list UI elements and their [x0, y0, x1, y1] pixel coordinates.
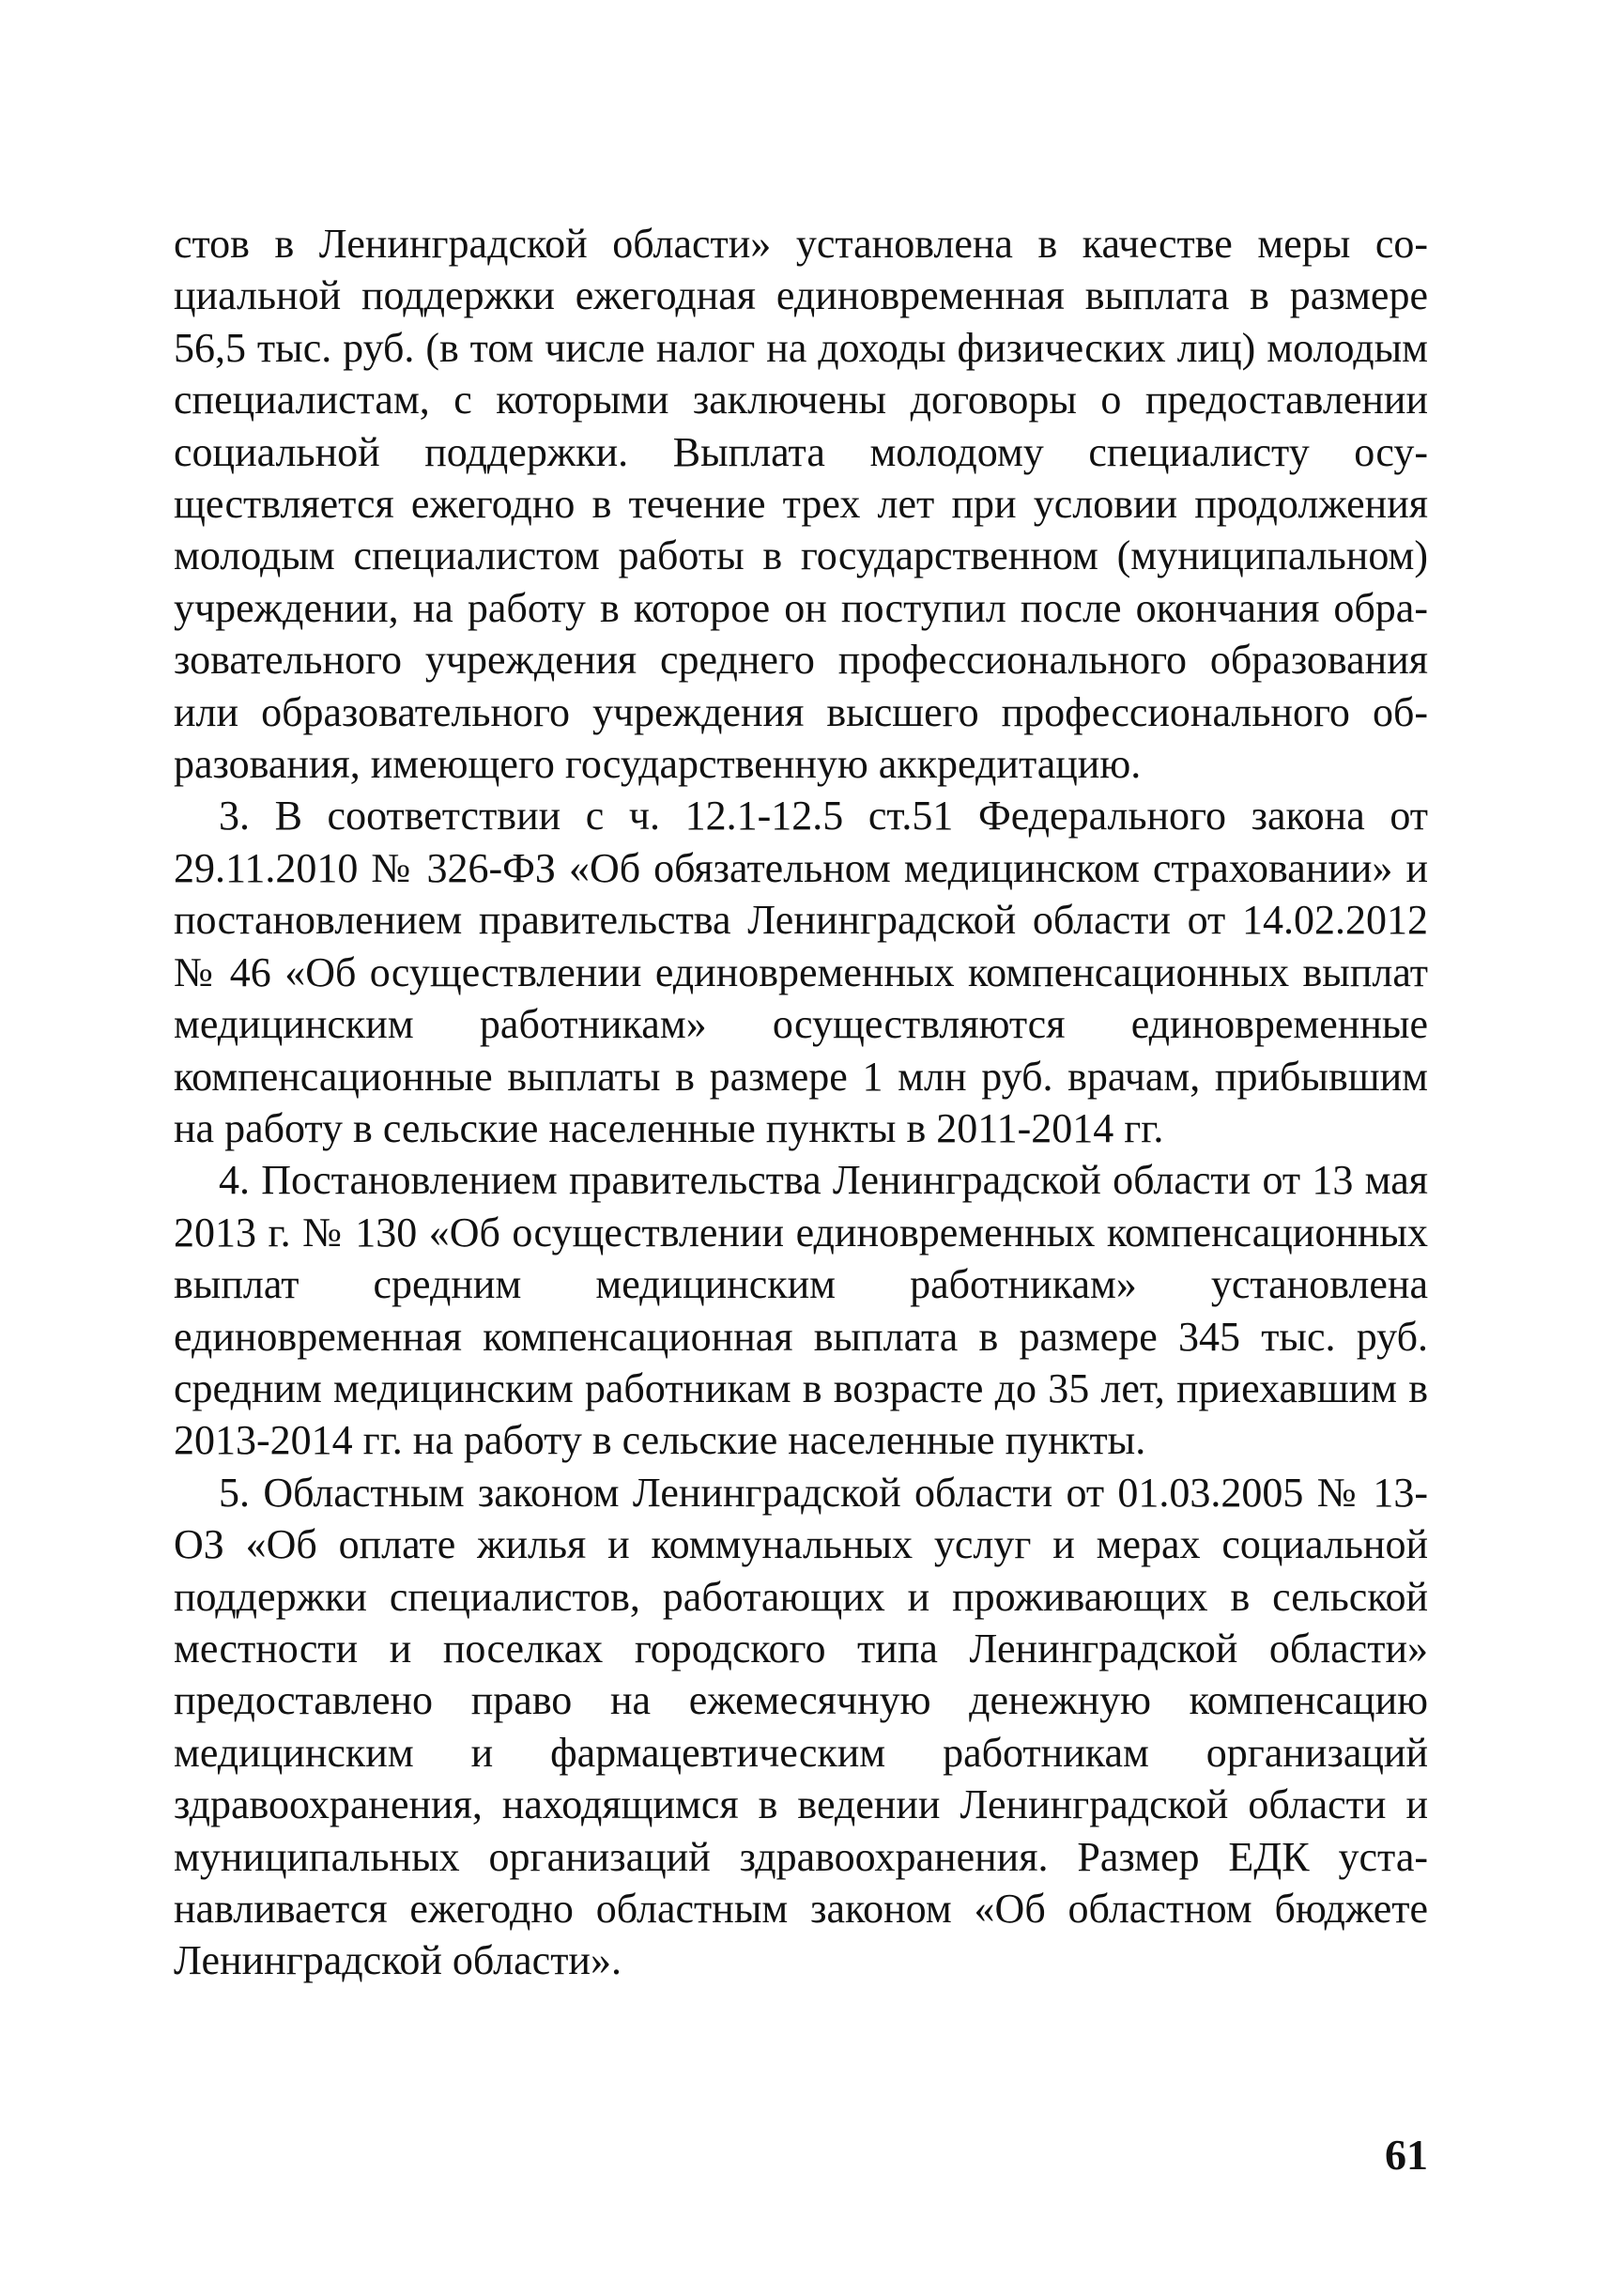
paragraph-item-5: 5. Областным законом Ленинградской области от 01.03.2005 № 13-ОЗ «Об оплате жилья и коммунальных услуг и мерах социальной поддержки специалистов, работающих и проживающих в сельской местности и поселках городского типа Ленинградской области» предоставлено право на ежемесячную денежную компенсацию медицинским и фармацевтическим работникам организаций здравоохранения, находящимся в ведении Ленинградской области и муниципальных организаций здравоохранения. Размер ЕДК устанавливается ежегодно областным законом «Об областном бюджете Ленинградской области».: [174, 1469, 1428, 1984]
paragraph-item-3: 3. В соответствии с ч. 12.1-12.5 ст.51 Федерального закона от 29.11.2010 № 326-ФЗ «Об обязательном медицинском страховании» и постановлением правительства Ленинградской области от 14.02.2012 № 46 «Об осуществлении единовременных компенсационных выплат медицинским работникам» осуществляются единовременные компенсационные выплаты в размере 1 млн руб. врачам, прибывшим на работу в сельские населенные пункты в 2011-2014 гг.: [174, 793, 1428, 1151]
page-body: [174, 218, 1428, 1987]
paragraph-continuation: стов в Ленинградской области» установлена в качестве меры социальной поддержки ежегодная единовременная выплата в размере 56,5 тыс. руб. (в том числе налог на доходы физических лиц) молодым специалистам, с которыми заключены договоры о предоставлении социальной поддержки. Выплата молодому специалисту осуществляется ежегодно в течение трех лет при условии продолжения молодым специалистом работы в государственном (муниципальном) учреждении, на работу в которое он поступил после окончания образовательного учреждения среднего профессионального образования или образовательного учреждения высшего профессионального образования, имеющего государственную аккредитацию.: [174, 221, 1428, 788]
page-number: 61: [1385, 2131, 1428, 2179]
paragraph-item-4: 4. Постановлением правительства Ленинградской области от 13 мая 2013 г. № 130 «Об осуществлении единовременных компенсационных выплат средним медицинским работникам» установлена единовременная компенсационная выплата в размере 345 тыс. руб. средним медицинским работникам в возрасте до 35 лет, приехавшим в 2013-2014 гг. на работу в сельские населенные пункты.: [174, 1157, 1428, 1464]
